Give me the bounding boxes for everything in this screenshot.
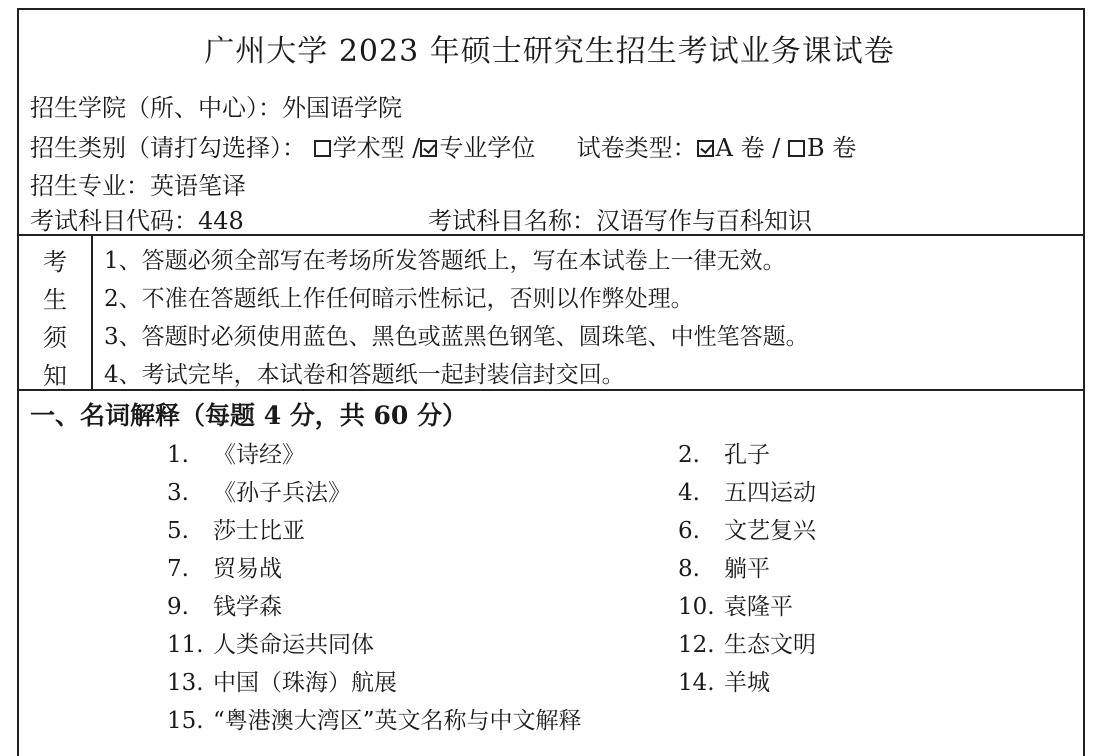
category-separator: / xyxy=(412,134,421,162)
paper-separator: / xyxy=(772,134,781,162)
term-item: 14. 羊城 xyxy=(678,670,770,696)
term-item: 8. 躺平 xyxy=(678,556,770,582)
notice-char: 知 xyxy=(43,362,67,390)
term-item: 2. 孔子 xyxy=(678,442,770,468)
divider-bottom xyxy=(17,389,1085,391)
term-item: 1. 《诗经》 xyxy=(167,442,305,468)
category-line xyxy=(30,128,856,163)
divider-top xyxy=(17,234,1085,236)
section-heading: 一、名词解释（每题 4 分，共 60 分） xyxy=(30,401,468,430)
notice-item: 3、答题时必须使用蓝色、黑色或蓝黑色钢笔、圆珠笔、中性笔答题。 xyxy=(104,324,809,350)
major-line: 招生专业：英语笔译 xyxy=(30,172,246,200)
term-item: 9. 钱学森 xyxy=(167,594,282,620)
academic-option: 学术型 xyxy=(332,134,405,162)
notice-item: 1、答题必须全部写在考场所发答题纸上，写在本试卷上一律无效。 xyxy=(104,248,786,274)
notice-item: 2、不准在答题纸上作任何暗示性标记，否则以作弊处理。 xyxy=(104,286,694,312)
page-title: 广州大学 2023 年硕士研究生招生考试业务课试卷 xyxy=(204,34,895,69)
term-item: 5. 莎士比亚 xyxy=(167,518,305,544)
paper-a-option: A 卷 xyxy=(715,134,765,162)
subject-name: 考试科目名称：汉语写作与百科知识 xyxy=(428,207,812,235)
professional-checkbox xyxy=(420,140,437,157)
academic-checkbox xyxy=(314,140,331,157)
term-item: 11. 人类命运共同体 xyxy=(167,632,374,658)
notice-char: 须 xyxy=(43,324,67,352)
paper-type-label: 试卷类型： xyxy=(576,134,697,162)
term-item: 4. 五四运动 xyxy=(678,480,816,506)
notice-char: 生 xyxy=(43,286,67,314)
paper-a-checkbox xyxy=(697,140,714,157)
term-item: 12. 生态文明 xyxy=(678,632,816,658)
paper-b-option: B 卷 xyxy=(807,134,857,162)
professional-option: 专业学位 xyxy=(439,134,536,162)
term-item: 13. 中国（珠海）航展 xyxy=(167,670,397,696)
notice-char: 考 xyxy=(43,248,67,276)
term-item: 15. “粤港澳大湾区”英文名称与中文解释 xyxy=(167,708,582,734)
notice-item: 4、考试完毕，本试卷和答题纸一起封装信封交回。 xyxy=(104,362,625,388)
term-item: 3. 《孙子兵法》 xyxy=(167,480,351,506)
term-item: 10. 袁隆平 xyxy=(678,594,793,620)
notice-label-cell xyxy=(17,236,93,390)
college-line: 招生学院（所、中心）：外国语学院 xyxy=(30,94,402,122)
category-label: 招生类别（请打勾选择）： xyxy=(30,134,306,162)
paper-b-checkbox xyxy=(788,140,805,157)
term-item: 6. 文艺复兴 xyxy=(678,518,816,544)
subject-code: 考试科目代码：448 xyxy=(30,207,244,235)
term-item: 7. 贸易战 xyxy=(167,556,282,582)
